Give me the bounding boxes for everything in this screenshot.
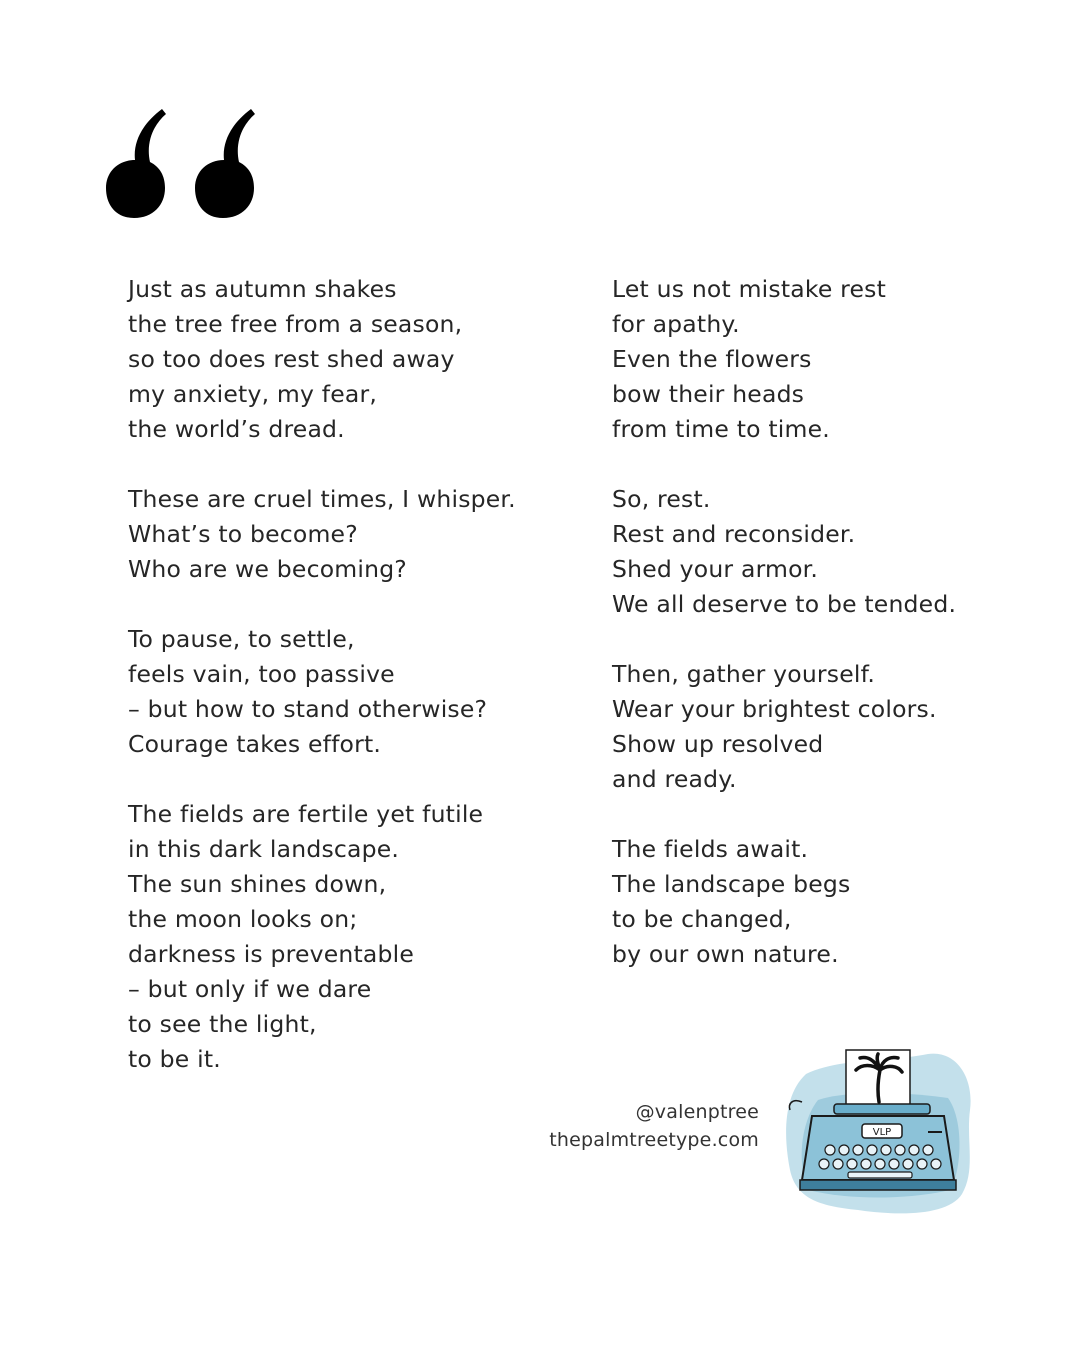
poem-line: The landscape begs: [612, 870, 851, 898]
poem-line: – but only if we dare: [128, 975, 372, 1003]
poem-line: in this dark landscape.: [128, 835, 400, 863]
signature-block: [549, 1098, 759, 1154]
poem-line: So, rest.: [612, 485, 711, 513]
poem-right-column: [612, 272, 956, 1007]
poem-line: so too does rest shed away: [128, 345, 455, 373]
poem-stanza: [612, 657, 956, 797]
typewriter-illustration: [778, 1040, 978, 1220]
poem-left-column: [128, 272, 516, 1112]
poem-line: the world’s dread.: [128, 415, 345, 443]
poem-line: to be it.: [128, 1045, 221, 1073]
poem-line: These are cruel times, I whisper.: [128, 485, 516, 513]
poem-line: To pause, to settle,: [128, 625, 355, 653]
social-handle: @valenptree: [635, 1101, 759, 1123]
poem-line: to see the light,: [128, 1010, 317, 1038]
poem-line: Let us not mistake rest: [612, 275, 887, 303]
poem-line: Who are we becoming?: [128, 555, 407, 583]
poem-line: Wear your brightest colors.: [612, 695, 937, 723]
poem-stanza: [612, 272, 956, 447]
poem-line: What’s to become?: [128, 520, 358, 548]
website-link: thepalmtreetype.com: [549, 1129, 759, 1151]
poem-line: from time to time.: [612, 415, 830, 443]
poem-line: Even the flowers: [612, 345, 812, 373]
poem-line: Shed your armor.: [612, 555, 819, 583]
poem-line: to be changed,: [612, 905, 792, 933]
poem-line: Courage takes effort.: [128, 730, 382, 758]
poem-line: We all deserve to be tended.: [612, 590, 957, 618]
poem-line: for apathy.: [612, 310, 740, 338]
poem-line: darkness is preventable: [128, 940, 415, 968]
typewriter-badge-label: VLP: [872, 1127, 892, 1138]
poem-stanza: [128, 272, 516, 447]
poem-stanza: [128, 797, 516, 1077]
poem-line: by our own nature.: [612, 940, 839, 968]
poem-line: The fields are fertile yet futile: [128, 800, 484, 828]
poem-line: Show up resolved: [612, 730, 824, 758]
poem-line: the moon looks on;: [128, 905, 358, 933]
poem-line: Just as autumn shakes: [128, 275, 397, 303]
poem-line: and ready.: [612, 765, 737, 793]
poem-line: bow their heads: [612, 380, 805, 408]
poem-line: – but how to stand otherwise?: [128, 695, 488, 723]
poem-line: Rest and reconsider.: [612, 520, 856, 548]
quotation-mark-icon: [104, 104, 256, 222]
poem-line: the tree free from a season,: [128, 310, 463, 338]
poem-line: my anxiety, my fear,: [128, 380, 378, 408]
poem-line: Then, gather yourself.: [612, 660, 876, 688]
poem-line: The fields await.: [612, 835, 809, 863]
poem-line: The sun shines down,: [128, 870, 387, 898]
poem-stanza: [128, 622, 516, 762]
poem-line: feels vain, too passive: [128, 660, 395, 688]
poem-stanza: [612, 832, 956, 972]
poem-stanza: [612, 482, 956, 622]
poem-stanza: [128, 482, 516, 587]
